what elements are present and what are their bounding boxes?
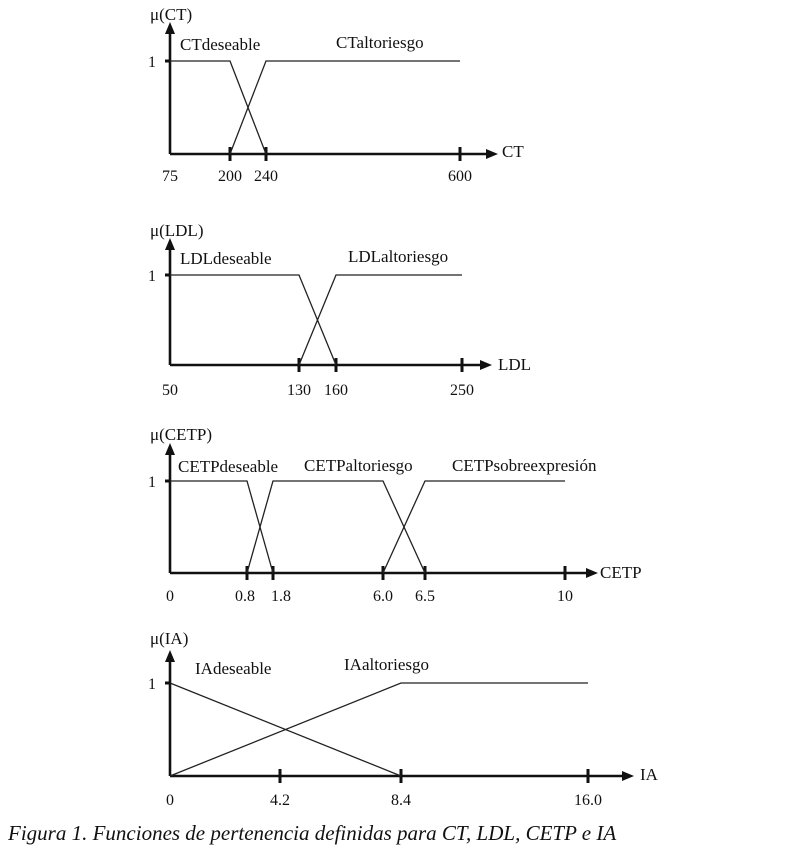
y-axis-title: μ(LDL) (150, 221, 204, 240)
x-axis-arrow (480, 360, 492, 370)
series-line-2 (299, 275, 462, 365)
x-tick-label: 1.8 (271, 588, 291, 605)
x-tick-label: 0 (166, 792, 174, 809)
series-label-2: CTaltoriesgo (336, 33, 424, 52)
series-line-2 (247, 481, 425, 573)
series-label-2: CETPaltoriesgo (304, 456, 413, 475)
series-line-1 (170, 481, 273, 573)
series-line-1 (170, 61, 266, 154)
y-axis-title: μ(CT) (150, 5, 193, 24)
series-line-3 (383, 481, 565, 573)
y-tick-label: 1 (148, 268, 156, 285)
y-tick-label: 1 (148, 676, 156, 693)
membership-panel-4 (148, 629, 659, 809)
x-tick-label: 6.5 (415, 588, 435, 605)
series-label-2: IAaltoriesgo (344, 655, 429, 674)
x-tick-label: 250 (450, 382, 474, 399)
series-label-3: CETPsobreexpresión (452, 456, 597, 475)
figure-caption: Figura 1. Funciones de pertenencia definidas para CT, LDL, CETP e IA (8, 821, 617, 845)
x-tick-label: 4.2 (270, 792, 290, 809)
x-axis-arrow (586, 568, 598, 578)
membership-panel-2 (148, 221, 531, 399)
series-line-2 (230, 61, 460, 154)
x-tick-label: 6.0 (373, 588, 393, 605)
y-axis-title: μ(CETP) (150, 425, 212, 444)
x-tick-label: 130 (287, 382, 311, 399)
x-tick-label: 8.4 (391, 792, 411, 809)
series-line-2 (170, 683, 588, 776)
x-tick-label: 0 (166, 588, 174, 605)
x-axis-title: CT (502, 142, 524, 161)
series-label-1: IAdeseable (195, 659, 272, 678)
x-tick-label: 10 (557, 588, 573, 605)
series-label-1: CETPdeseable (178, 457, 279, 476)
series-label-2: LDLaltoriesgo (348, 247, 449, 266)
x-tick-label: 0.8 (235, 588, 255, 605)
x-axis-arrow (486, 149, 498, 159)
x-axis-title: LDL (498, 355, 532, 374)
y-tick-label: 1 (148, 54, 156, 71)
x-tick-label: 160 (324, 382, 348, 399)
y-axis-arrow (165, 443, 175, 455)
x-tick-label: 50 (162, 382, 178, 399)
x-tick-label: 240 (254, 168, 278, 185)
membership-panel-1 (148, 5, 524, 185)
x-tick-label: 200 (218, 168, 242, 185)
x-axis-title: CETP (600, 563, 642, 582)
series-label-1: CTdeseable (180, 35, 261, 54)
membership-panel-3 (148, 425, 642, 605)
x-axis-title: IA (640, 765, 658, 784)
x-tick-label: 600 (448, 168, 472, 185)
series-label-1: LDLdeseable (180, 249, 272, 268)
y-tick-label: 1 (148, 474, 156, 491)
x-axis-arrow (622, 771, 634, 781)
y-axis-title: μ(IA) (150, 629, 189, 648)
y-axis-arrow (165, 650, 175, 662)
x-tick-label: 16.0 (574, 792, 602, 809)
series-line-1 (170, 275, 336, 365)
x-tick-label: 75 (162, 168, 178, 185)
